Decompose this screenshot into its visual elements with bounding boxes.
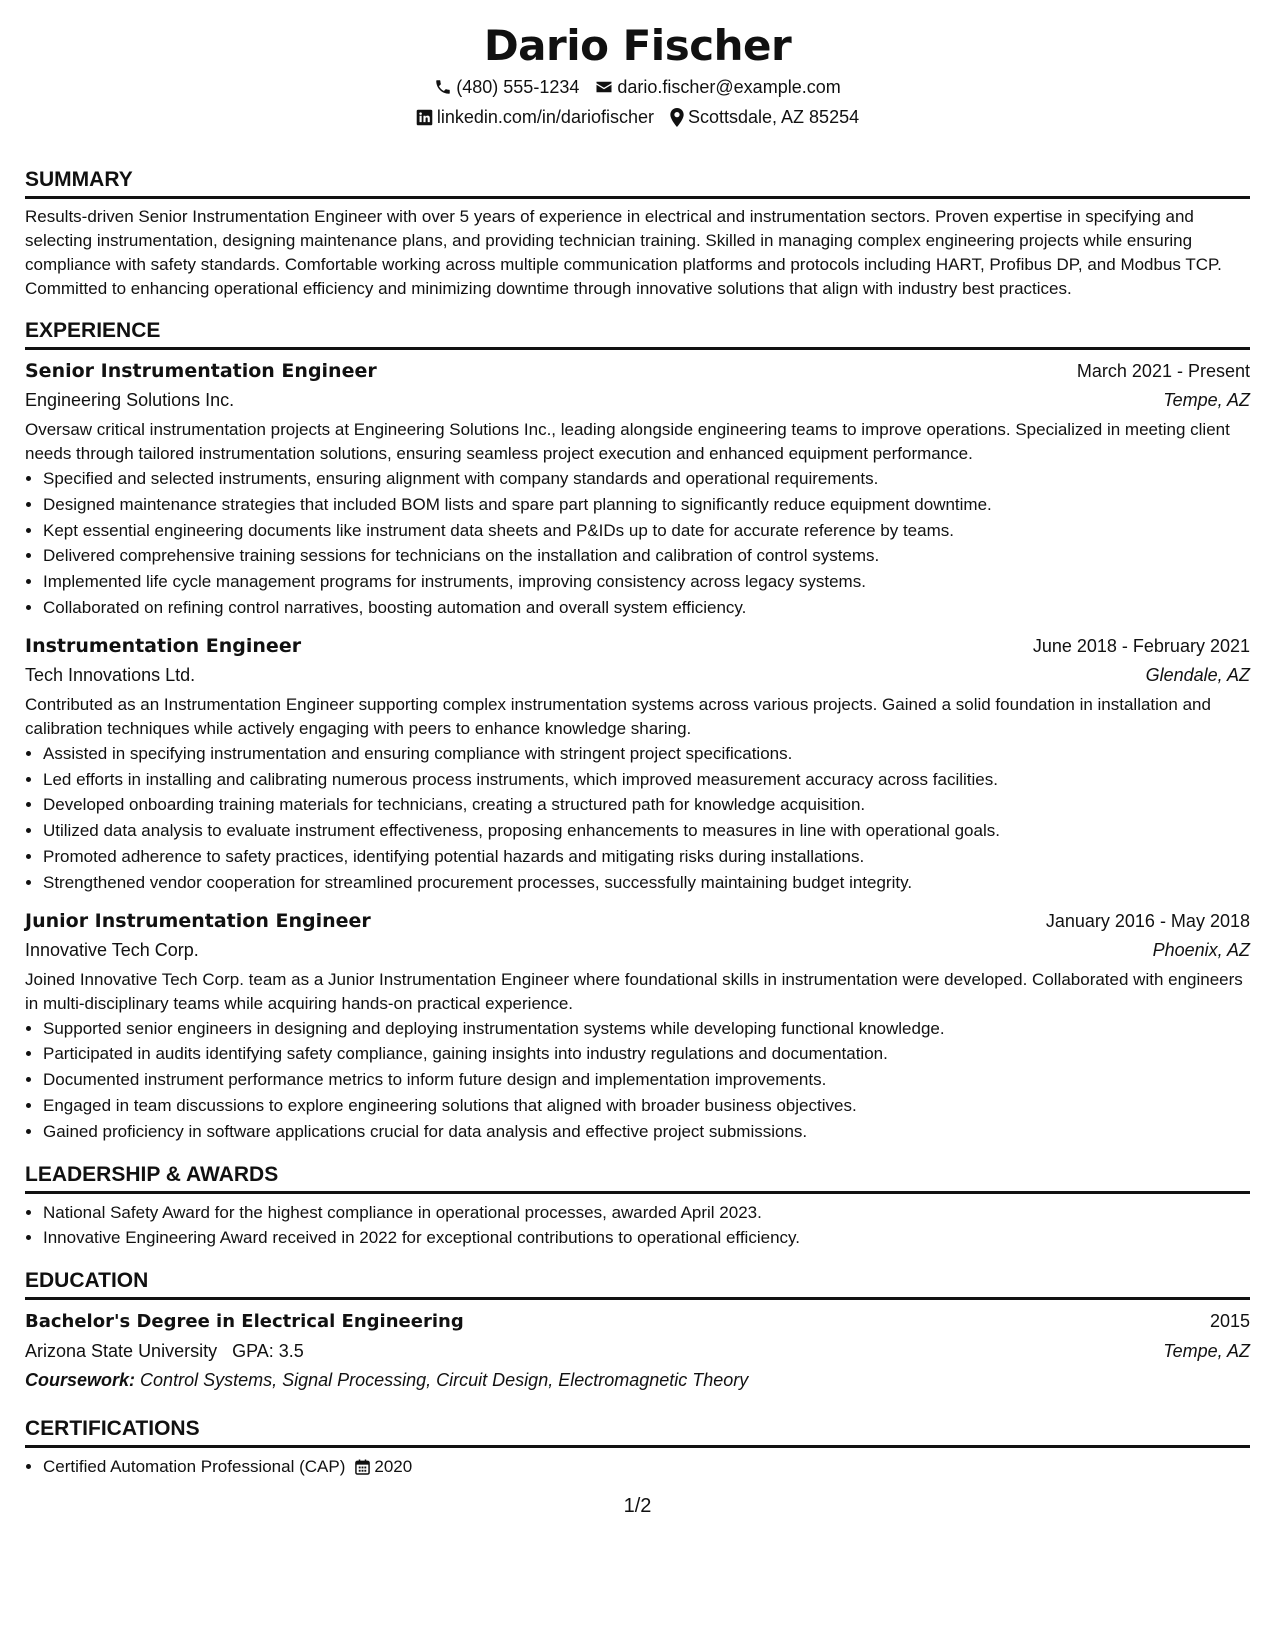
gpa: GPA: 3.5 (232, 1341, 304, 1362)
section-divider (25, 347, 1250, 350)
contact-linkedin[interactable] (416, 102, 654, 132)
section-divider (25, 1297, 1250, 1300)
linkedin-link[interactable]: linkedin.com/in/dariofischer (436, 107, 654, 127)
education-school-row (25, 1337, 1250, 1365)
job-description: Oversaw critical instrumentation projects at Engineering Solutions Inc., leading alongside engineering teams to improve operations. Specialized in meeting client needs through tailored instrumentation solutions, ensuring seamless project execution and enhanced equipment performance. (25, 420, 1230, 463)
job-bullet: • Assisted in specifying instrumentation and ensuring compliance with stringent project specifications. (43, 741, 1250, 767)
map-pin-icon (670, 108, 684, 127)
section-divider (25, 1191, 1250, 1194)
job-header-row (25, 631, 1250, 661)
awards-section (25, 1161, 1250, 1252)
section-title-education: EDUCATION (25, 1269, 149, 1293)
job-bullet: • Utilized data analysis to evaluate instrument effectiveness, proposing enhancements to measures in line with operational goals. (43, 818, 1250, 844)
job-company: Tech Innovations Ltd. (25, 664, 196, 685)
certifications-list (25, 1454, 1250, 1480)
job-entry (25, 356, 1250, 621)
job-bullet: • Designed maintenance strategies that included BOM lists and spare part planning to significantly reduce equipment downtime. (43, 492, 1250, 518)
section-title-awards: LEADERSHIP & AWARDS (25, 1162, 279, 1186)
job-bullet: • Gained proficiency in software applications crucial for data analysis and effective project submissions. (43, 1119, 1250, 1145)
coursework-label: Coursework: (25, 1370, 136, 1391)
section-title-summary: SUMMARY (25, 168, 133, 191)
job-company-row (25, 661, 1250, 689)
job-entry (25, 906, 1250, 1145)
certification-name: • Certified Automation Professional (CAP) (43, 1457, 346, 1477)
job-bullet: • Supported senior engineers in designing and deploying instrumentation systems while developing functional knowledge. (43, 1016, 1250, 1042)
section-divider (25, 196, 1250, 199)
contact-phone (434, 72, 579, 102)
job-description: Joined Innovative Tech Corp. team as a Junior Instrumentation Engineer where foundational skills in instrumentation were developed. Collaborated with engineers in multi-disciplinary teams while acquiring hands-on practical experience. (25, 969, 1243, 1013)
job-header-row (25, 356, 1250, 386)
envelope-icon (595, 78, 613, 96)
job-bullet: • Led efforts in installing and calibrating numerous process instruments, which improved measurement accuracy across facilities. (43, 767, 1250, 793)
graduation-year: 2015 (1209, 1311, 1250, 1332)
email-link[interactable]: dario.fischer@example.com (617, 77, 841, 97)
job-bullet: • Documented instrument performance metrics to inform future design and implementation improvements. (43, 1067, 1250, 1093)
job-bullet: • Specified and selected instruments, ensuring alignment with company standards and operational requirements. (43, 466, 1250, 492)
coursework-list: Control Systems, Signal Processing, Circuit Design, Electromagnetic Theory (140, 1370, 749, 1391)
job-bullet: • Participated in audits identifying safety compliance, gaining insights into industry regulations and documentation. (43, 1041, 1250, 1067)
job-company-row (25, 386, 1250, 414)
job-dates: March 2021 - Present (1076, 361, 1250, 381)
job-title: Junior Instrumentation Engineer (25, 909, 371, 932)
job-bullet: • Kept essential engineering documents like instrument data sheets and P&IDs up to date for accurate reference by teams. (43, 518, 1250, 544)
section-title-experience: EXPERIENCE (25, 319, 161, 342)
section-divider (25, 1445, 1250, 1448)
job-entry (25, 631, 1250, 896)
job-bullet: • Delivered comprehensive training sessions for technicians on the installation and calibration of control systems. (43, 543, 1250, 569)
contact-email[interactable] (595, 72, 840, 102)
section-title-certifications: CERTIFICATIONS (25, 1417, 200, 1441)
contact-location (670, 102, 859, 132)
education-section (25, 1267, 1250, 1395)
job-title: Instrumentation Engineer (25, 634, 302, 657)
school-name: Arizona State University (25, 1341, 218, 1362)
job-dates: January 2016 - May 2018 (1045, 910, 1250, 931)
job-dates: June 2018 - February 2021 (1032, 635, 1250, 656)
resume-page (25, 20, 1250, 1480)
job-location: Phoenix, AZ (1152, 939, 1250, 960)
job-bullets (25, 741, 1250, 896)
summary-text: Results-driven Senior Instrumentation Engineer with over 5 years of experience in electrical and instrumentation sectors. Proven expertise in specifying and selecting instrumentation, designing maintenance plans, and providing technician training. Skilled in managing complex engineering projects while ensuring compliance with safety standards. Comfortable working across multiple communication platforms and protocols including HART, Profibus DP, and Modbus TCP. Committed to enhancing operational efficiency and minimizing downtime through innovative solutions that align with industry best practices. (25, 207, 1222, 298)
awards-list (25, 1200, 1250, 1252)
job-title: Senior Instrumentation Engineer (25, 360, 377, 382)
resume-header (25, 20, 1250, 132)
job-company-row (25, 936, 1250, 964)
job-bullet: • Implemented life cycle management programs for instruments, improving consistency across legacy systems. (43, 569, 1250, 595)
summary-section (25, 166, 1250, 301)
page-number: 1/2 (623, 1495, 652, 1517)
certifications-section (25, 1415, 1250, 1480)
job-description: Contributed as an Instrumentation Engineer supporting complex instrumentation systems across various projects. Gained a solid foundation in installation and calibration techniques while actively engaging with peers to enhance knowledge sharing. (25, 694, 1211, 738)
experience-section (25, 317, 1250, 1145)
school-location: Tempe, AZ (1163, 1341, 1250, 1362)
candidate-name: Dario Fischer (483, 21, 792, 70)
school-info (25, 1337, 304, 1365)
certification-date (355, 1454, 412, 1480)
job-company: Innovative Tech Corp. (25, 939, 199, 960)
award-item: • Innovative Engineering Award received in 2022 for exceptional contributions to operational efficiency. (43, 1225, 1250, 1251)
award-item: • National Safety Award for the highest compliance in operational processes, awarded April 2023. (43, 1200, 1250, 1226)
job-bullet: • Promoted adherence to safety practices, identifying potential hazards and mitigating risks during installations. (43, 844, 1250, 870)
certification-item (43, 1454, 1250, 1480)
certification-year: 2020 (374, 1457, 413, 1477)
education-header-row (25, 1306, 1250, 1337)
job-bullets (25, 466, 1250, 621)
degree-title: Bachelor's Degree in Electrical Engineering (25, 1311, 464, 1333)
contact-line-2 (25, 102, 1250, 132)
calendar-icon (355, 1459, 370, 1475)
contact-line-1 (25, 72, 1250, 102)
job-header-row (25, 906, 1250, 936)
location-text: Scottsdale, AZ 85254 (687, 107, 860, 127)
job-bullet: • Strengthened vendor cooperation for streamlined procurement processes, successfully maintaining budget integrity. (43, 870, 1250, 896)
phone-icon (434, 78, 452, 96)
linkedin-icon (416, 109, 433, 126)
job-company: Engineering Solutions Inc. (25, 390, 235, 410)
job-bullets (25, 1016, 1250, 1145)
job-bullet: • Developed onboarding training materials for technicians, creating a structured path for knowledge acquisition. (43, 792, 1250, 818)
job-bullet: • Engaged in team discussions to explore engineering solutions that aligned with broader business objectives. (43, 1093, 1250, 1119)
phone-text: (480) 555-1234 (456, 77, 580, 97)
job-location: Glendale, AZ (1145, 664, 1250, 685)
job-bullet: • Collaborated on refining control narratives, boosting automation and overall system efficiency. (43, 595, 1250, 621)
job-location: Tempe, AZ (1163, 390, 1250, 410)
coursework-line (25, 1365, 1250, 1395)
